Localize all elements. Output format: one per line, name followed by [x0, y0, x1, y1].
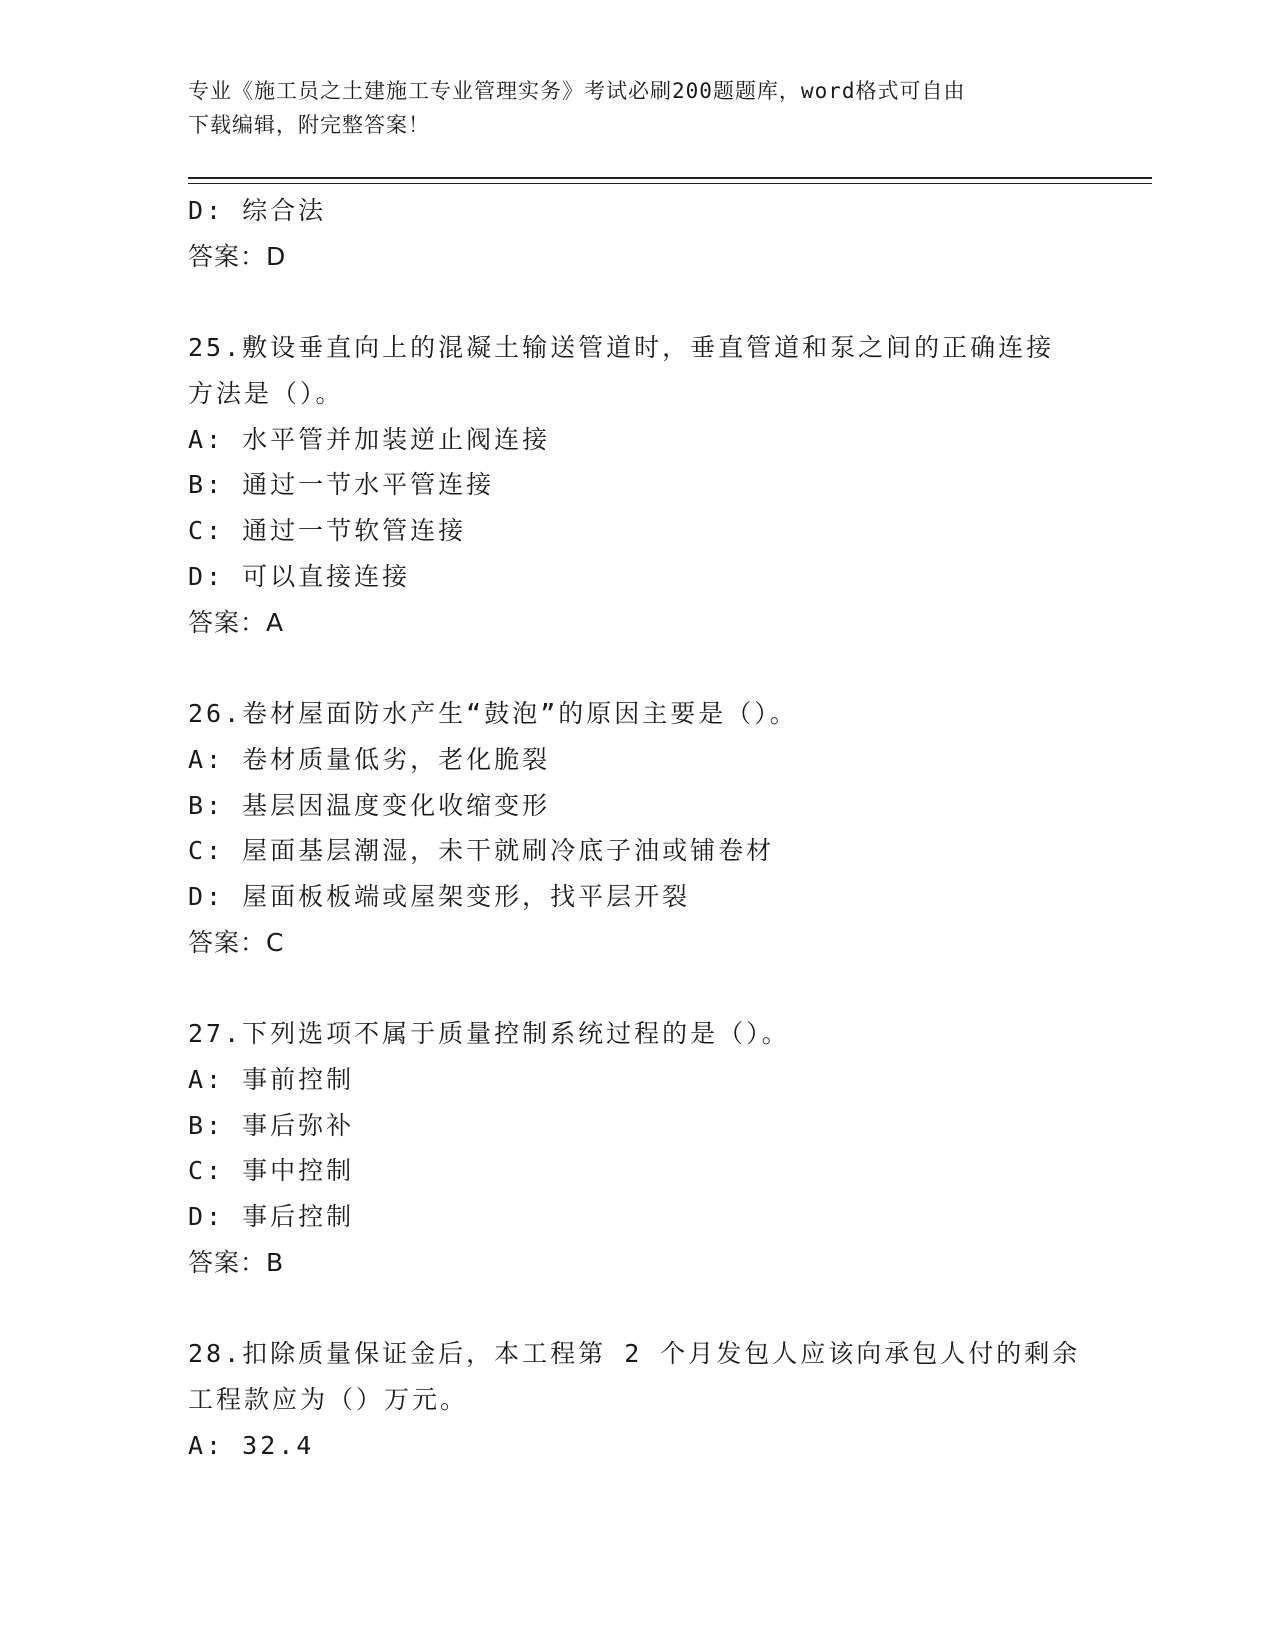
question-stem: 27.下列选项不属于质量控制系统过程的是（）。 [188, 1019, 790, 1049]
option-a: A: 32.4 [188, 1430, 315, 1460]
option-c: C: 通过一节软管连接 [188, 516, 467, 546]
header-divider-thick [188, 177, 1152, 179]
header-line-1: 专业《施工员之土建施工专业管理实务》考试必刷200题题库，word格式可自由 [188, 79, 966, 103]
question-28 [188, 1331, 1088, 1468]
option-c: C: 屋面基层潮湿，未干就刷冷底子油或铺卷材 [188, 836, 775, 866]
option-a: A: 水平管并加装逆止阀连接 [188, 424, 551, 454]
answer: 答案：C [188, 927, 285, 957]
option-b: B: 通过一节水平管连接 [188, 470, 495, 500]
document-header [188, 74, 1068, 142]
option-d: D: 事后控制 [188, 1202, 355, 1232]
question-stem: 28.扣除质量保证金后，本工程第 2 个月发包人应该向承包人付的剩余 [188, 1339, 1081, 1369]
option-d: D: 综合法 [188, 196, 327, 225]
question-24-tail [188, 188, 1088, 279]
answer: 答案：D [188, 241, 287, 271]
question-stem: 25.敷设垂直向上的混凝土输送管道时，垂直管道和泵之间的正确连接 [188, 333, 1055, 363]
question-stem-cont: 方法是（）。 [188, 379, 344, 409]
answer: 答案：B [188, 1247, 285, 1277]
option-d: D: 可以直接连接 [188, 561, 411, 591]
question-25 [188, 325, 1088, 645]
header-divider-thin [188, 183, 1152, 184]
question-stem: 26.卷材屋面防水产生“鼓泡”的原因主要是（）。 [188, 699, 798, 729]
question-26 [188, 691, 1088, 965]
answer: 答案：A [188, 607, 285, 637]
option-a: A: 卷材质量低劣，老化脆裂 [188, 744, 551, 774]
option-b: B: 事后弥补 [188, 1110, 355, 1140]
header-line-2: 下载编辑，附完整答案！ [188, 113, 430, 137]
option-c: C: 事中控制 [188, 1156, 355, 1186]
question-stem-cont: 工程款应为（）万元。 [188, 1385, 469, 1415]
option-a: A: 事前控制 [188, 1065, 355, 1094]
question-27 [188, 1011, 1088, 1285]
question-list [188, 188, 1088, 1469]
option-b: B: 基层因温度变化收缩变形 [188, 790, 551, 820]
option-d: D: 屋面板板端或屋架变形，找平层开裂 [188, 881, 691, 911]
